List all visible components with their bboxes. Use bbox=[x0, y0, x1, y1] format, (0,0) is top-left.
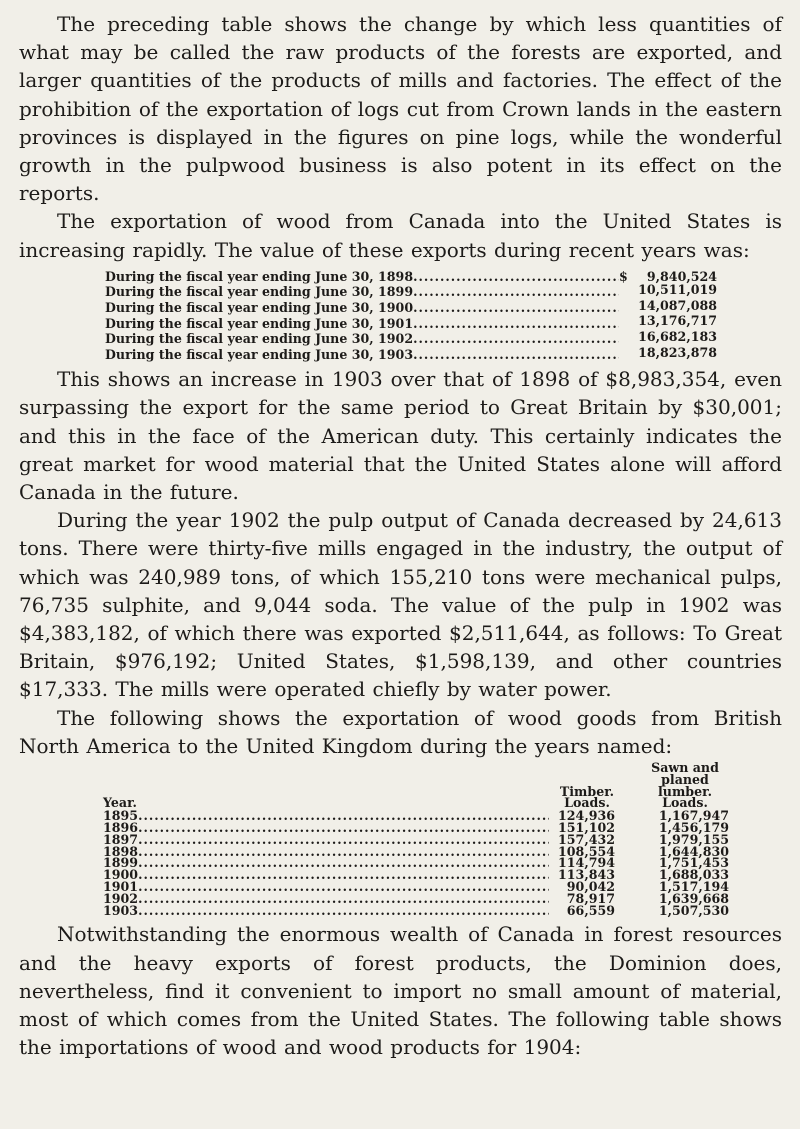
leader-dots bbox=[138, 834, 549, 846]
timber-value: 66,559 bbox=[566, 902, 615, 918]
value-amount: 10,511,019 bbox=[638, 282, 717, 298]
row-year: 1898 bbox=[103, 843, 139, 859]
lumber-value: 1,167,947 bbox=[658, 808, 729, 824]
wood-goods-exports-table bbox=[103, 759, 745, 918]
header-lumber: Sawn and planed lumber. Loads. bbox=[651, 759, 719, 811]
table-row bbox=[105, 346, 717, 362]
table-row bbox=[103, 878, 745, 894]
value-amount: 14,087,088 bbox=[638, 297, 717, 313]
timber-value: 108,554 bbox=[558, 843, 615, 859]
paragraph-increase-1903: This shows an increase in 1903 over that of 1898 of $8,983,354, even surpassing the export for the same period to Great Britain by $30,001; and this in the face of the American duty. This certainly indicates the great market for wood material that the United States alone will afford Canada in the future. bbox=[19, 367, 782, 504]
row-value bbox=[619, 346, 717, 359]
row-value bbox=[619, 314, 717, 327]
table-row bbox=[103, 831, 745, 847]
table-row bbox=[105, 270, 717, 283]
value-amount: 9,840,524 bbox=[646, 268, 717, 284]
lumber-value: 1,751,453 bbox=[658, 855, 729, 871]
row-value bbox=[619, 283, 717, 296]
row-value bbox=[619, 270, 717, 283]
leader-dots bbox=[413, 270, 619, 283]
timber-value: 157,432 bbox=[558, 831, 615, 847]
table-row bbox=[105, 314, 717, 330]
table-row bbox=[103, 902, 745, 918]
timber-value: 90,042 bbox=[566, 878, 615, 894]
table-row bbox=[103, 819, 745, 835]
row-year: 1902 bbox=[103, 890, 139, 906]
lumber-value: 1,517,194 bbox=[658, 878, 729, 894]
row-year: 1901 bbox=[103, 878, 139, 894]
leader-dots bbox=[138, 810, 549, 822]
table-row bbox=[103, 857, 745, 869]
leader-dots bbox=[138, 893, 549, 905]
timber-value: 78,917 bbox=[566, 890, 615, 906]
leader-dots bbox=[413, 301, 619, 314]
leader-dots bbox=[138, 905, 549, 917]
table-row bbox=[103, 890, 745, 906]
timber-value: 151,102 bbox=[558, 819, 615, 835]
paragraph-wood-goods-intro: The following shows the exportation of wood goods from British North America to the United Kingdom during the years named: bbox=[19, 705, 782, 758]
row-year: 1903 bbox=[103, 902, 139, 918]
table-row bbox=[103, 843, 745, 859]
leader-dots bbox=[413, 348, 619, 361]
row-label: During the fiscal year ending June 30, 1900 bbox=[105, 300, 414, 316]
table-row bbox=[103, 869, 745, 881]
table-row bbox=[105, 299, 717, 315]
row-year: 1896 bbox=[103, 819, 139, 835]
currency-symbol: $ bbox=[619, 268, 628, 284]
lumber-value: 1,456,179 bbox=[658, 819, 729, 835]
table-row bbox=[105, 330, 717, 346]
table-row bbox=[105, 283, 717, 299]
paragraph-pulp-output: During the year 1902 the pulp output of Canada decreased by 24,613 tons. There were thirty-five mills engaged in the industry, the output of which was 240,989 tons, of which 155,210 tons were mechanical pulps, 76,735 sulphite, and 9,044 soda. The value of the pulp in 1902 was $4,383,182, of which there was exported $2,511,644, as follows: To Great Britain, $976,192; United States, $1,598,139, and other countries $17,333. The mills were operated chiefly by water power. bbox=[19, 508, 782, 702]
row-year: 1895 bbox=[103, 808, 139, 824]
lumber-value: 1,644,830 bbox=[658, 843, 729, 859]
row-year: 1899 bbox=[103, 855, 139, 871]
timber-value: 124,936 bbox=[558, 808, 615, 824]
row-value bbox=[619, 330, 717, 343]
lumber-value: 1,639,668 bbox=[658, 890, 729, 906]
timber-value: 113,843 bbox=[558, 867, 615, 883]
paragraph-imports-intro: Notwithstanding the enormous wealth of Canada in forest resources and the heavy exports of forest products, the Dominion does, nevertheless, find it convenient to import no small amount of material, most of which comes from the United States. The following table shows the importations of wood and wood products for 1904: bbox=[19, 922, 782, 1060]
leader-dots bbox=[138, 869, 549, 881]
row-label: During the fiscal year ending June 30, 1902 bbox=[105, 331, 414, 347]
value-amount: 18,823,878 bbox=[638, 344, 717, 360]
fiscal-year-exports-table bbox=[105, 270, 717, 361]
paragraph-exportation-intro: The exportation of wood from Canada into the United States is increasing rapidly. The value of these exports during recent years was: bbox=[19, 209, 782, 262]
value-amount: 16,682,183 bbox=[638, 328, 717, 344]
row-year: 1900 bbox=[103, 867, 139, 883]
value-amount: 13,176,717 bbox=[638, 313, 717, 329]
leader-dots bbox=[138, 857, 549, 869]
leader-dots bbox=[138, 822, 549, 834]
row-label: During the fiscal year ending June 30, 1903 bbox=[105, 346, 414, 362]
table-header bbox=[103, 759, 745, 811]
leader-dots bbox=[413, 317, 619, 330]
leader-dots bbox=[413, 332, 619, 345]
row-value bbox=[619, 299, 717, 312]
leader-dots bbox=[413, 285, 619, 298]
lumber-value: 1,507,530 bbox=[658, 902, 729, 918]
leader-dots bbox=[138, 846, 549, 858]
lumber-value: 1,979,155 bbox=[658, 831, 729, 847]
header-timber: Timber. Loads. bbox=[559, 783, 615, 811]
paragraph-preceding-table: The preceding table shows the change by which less quantities of what may be called the raw products of the forests are exported, and larger quantities of the products of mills and factories. The effect of the prohibition of the exportation of logs cut from Crown lands in the eastern provinces is displayed in the figures on pine logs, while the wonderful growth in the pulpwood business is also potent in its effect on the reports. bbox=[19, 12, 782, 206]
row-label: During the fiscal year ending June 30, 1899 bbox=[105, 284, 414, 300]
header-year: Year. bbox=[103, 795, 137, 811]
row-year: 1897 bbox=[103, 831, 139, 847]
leader-dots bbox=[138, 881, 549, 893]
row-label: During the fiscal year ending June 30, 1898 bbox=[105, 268, 414, 284]
row-label: During the fiscal year ending June 30, 1901 bbox=[105, 315, 414, 331]
lumber-value: 1,688,033 bbox=[658, 867, 729, 883]
table-row bbox=[103, 810, 745, 822]
timber-value: 114,794 bbox=[558, 855, 615, 871]
